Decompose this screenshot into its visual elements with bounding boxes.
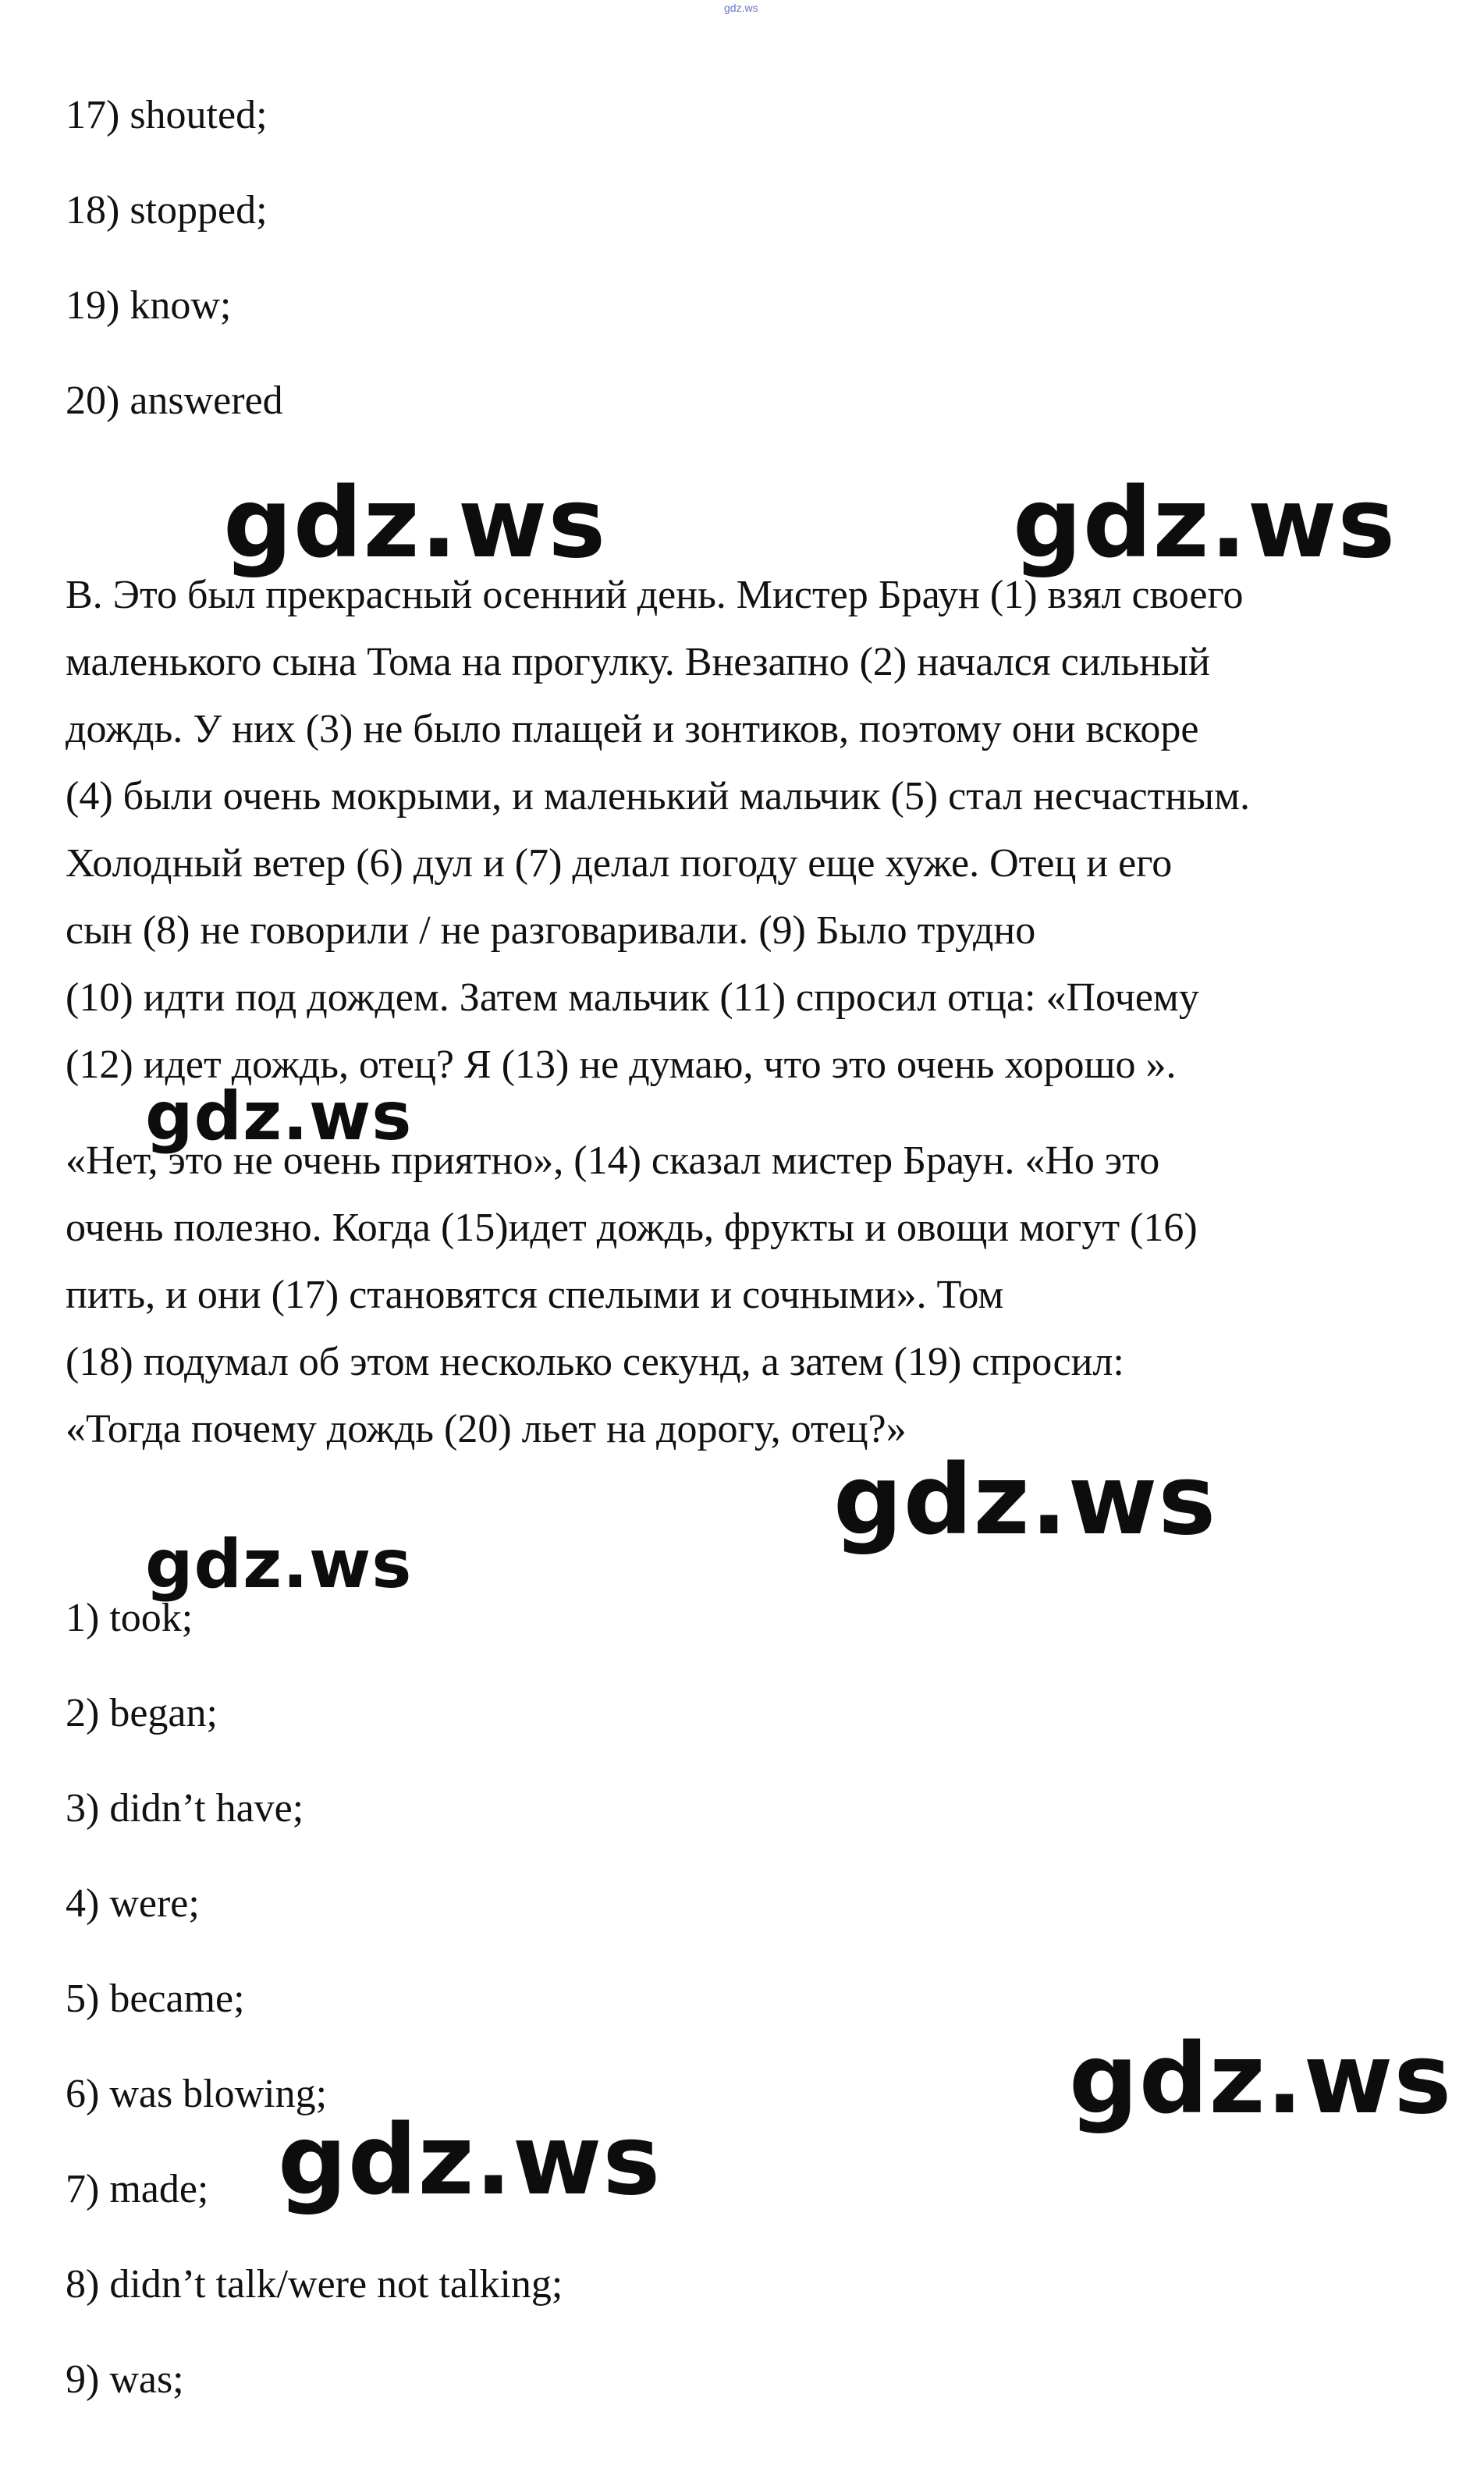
site-mark: gdz.ws bbox=[724, 2, 758, 14]
answer-7: 7) made; bbox=[66, 2167, 209, 2211]
answer-19: 19) know; bbox=[66, 283, 232, 328]
translation-line: маленького сына Тома на прогулку. Внезапно (2) начался сильный bbox=[66, 640, 1210, 684]
answer-9: 9) was; bbox=[66, 2357, 184, 2402]
translation-line: B. Это был прекрасный осенний день. Мистер Браун (1) взял своего bbox=[66, 573, 1244, 617]
watermark: gdz.ws bbox=[833, 1444, 1217, 1557]
answer-18: 18) stopped; bbox=[66, 188, 268, 233]
watermark: gdz.ws bbox=[1013, 467, 1397, 580]
translation-line: (12) идет дождь, отец? Я (13) не думаю, что это очень хорошо ». bbox=[66, 1042, 1177, 1087]
answer-17: 17) shouted; bbox=[66, 93, 268, 137]
translation-line: пить, и они (17) становятся спелыми и сочными». Том bbox=[66, 1273, 1004, 1317]
watermark: gdz.ws bbox=[1069, 2023, 1453, 2136]
watermark: gdz.ws bbox=[223, 467, 607, 580]
answer-4: 4) were; bbox=[66, 1881, 200, 1926]
answer-20: 20) answered bbox=[66, 378, 283, 423]
answer-6: 6) was blowing; bbox=[66, 2072, 328, 2116]
translation-line: очень полезно. Когда (15)идет дождь, фрукты и овощи могут (16) bbox=[66, 1206, 1198, 1250]
translation-line: сын (8) не говорили / не разговаривали. (9) Было трудно bbox=[66, 908, 1036, 953]
answer-8: 8) didn’t talk/were not talking; bbox=[66, 2262, 563, 2307]
answer-3: 3) didn’t have; bbox=[66, 1786, 304, 1831]
translation-line: «Тогда почему дождь (20) льет на дорогу, отец?» bbox=[66, 1407, 907, 1451]
watermark: gdz.ws bbox=[145, 1078, 413, 1156]
answer-2: 2) began; bbox=[66, 1691, 218, 1735]
watermark: gdz.ws bbox=[278, 2104, 662, 2217]
translation-line: (18) подумал об этом несколько секунд, а затем (19) спросил: bbox=[66, 1340, 1124, 1384]
translation-line: дождь. У них (3) не было плащей и зонтиков, поэтому они вскоре bbox=[66, 707, 1199, 751]
answer-1: 1) took; bbox=[66, 1596, 193, 1640]
translation-line: (10) идти под дождем. Затем мальчик (11) спросил отца: «Почему bbox=[66, 975, 1199, 1020]
translation-line: «Нет, это не очень приятно», (14) сказал мистер Браун. «Но это bbox=[66, 1138, 1160, 1183]
watermark: gdz.ws bbox=[145, 1525, 413, 1604]
translation-line: (4) были очень мокрыми, и маленький мальчик (5) стал несчастным. bbox=[66, 774, 1251, 819]
translation-line: Холодный ветер (6) дул и (7) делал погоду еще хуже. Отец и его bbox=[66, 841, 1173, 886]
answer-5: 5) became; bbox=[66, 1977, 245, 2021]
